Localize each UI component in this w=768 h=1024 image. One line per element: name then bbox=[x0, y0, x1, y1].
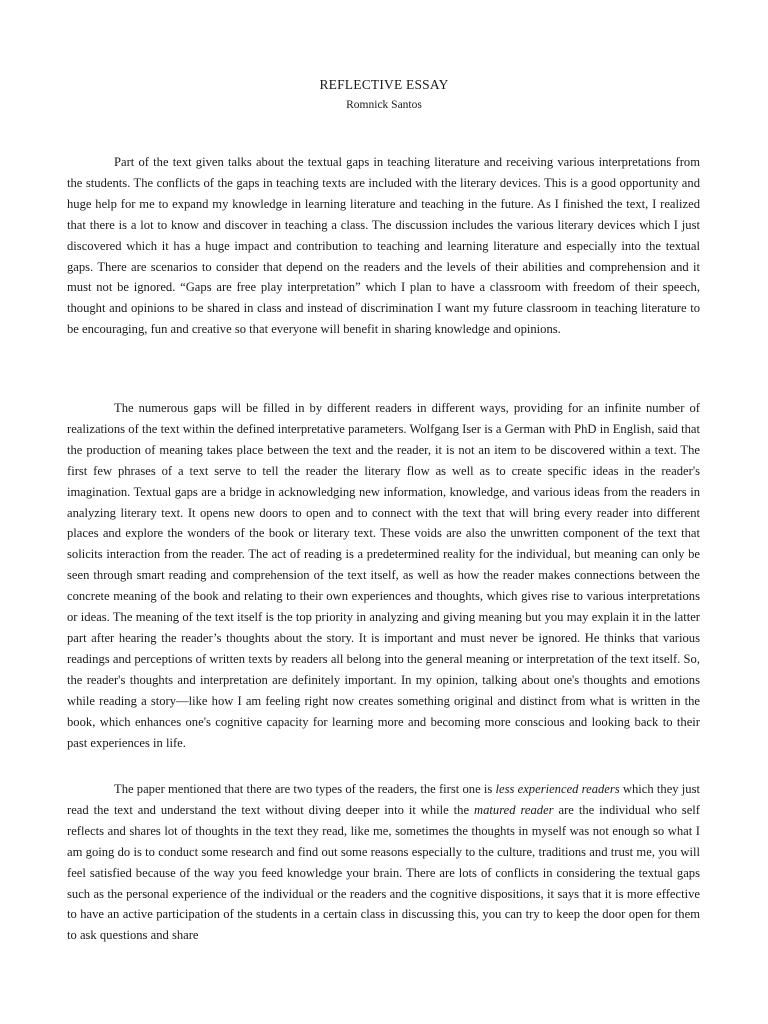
paragraph-3-text-3: are the individual who self reflects and shares lot of thoughts in the text they read, like me, sometimes the thoughts in myself was not enough so what I am going do is to conduct some research and find out some reasons especially to the culture, traditions and trust me, you will feel satisfied because of the way you feed knowledge your brain. There are lots of conflicts in considering the textual gaps such as the personal experience of the individual or the readers and the cognitive dispositions, it says that it is more effective to have an active participation of the students in a certain class in discussing this, you can try to keep the door open for them to ask questions and share bbox=[67, 802, 700, 943]
emphasis-less-experienced-readers: less experienced readers bbox=[495, 782, 620, 796]
paragraph-3-text-2: which they just read the text and understand the text without diving deeper into it while the bbox=[67, 782, 700, 817]
paragraph-1: Part of the text given talks about the textual gaps in teaching literature and receiving various interpretations from the students. The conflicts of the gaps in teaching texts are included with the literary devices. This is a good opportunity and huge help for me to expand my knowledge in learning literature and teaching in the future. As I finished the text, I realized that there is a lot to know and discover in teaching a class. The discussion includes the various literary devices which I just discovered which it has a huge impact and contribution to teaching and learning literature and especially into the textual gaps. There are scenarios to consider that depend on the readers and the levels of their abilities and comprehension and it must not be ignored. “Gaps are free play interpretation” which I plan to have a classroom with freedom of their speech, thought and opinions to be shared in class and instead of discrimination I want my future classroom in teaching literature to be encouraging, fun and creative so that everyone will benefit in sharing knowledge and opinions. bbox=[67, 155, 700, 337]
paragraph-3-text-1: The paper mentioned that there are two types of the readers, the first one is bbox=[114, 782, 496, 796]
emphasis-matured-reader: matured reader bbox=[474, 802, 554, 817]
essay-title: REFLECTIVE ESSAY bbox=[319, 77, 449, 92]
paragraph-3 bbox=[67, 779, 700, 946]
author-name: Romnick Santos bbox=[346, 99, 422, 111]
paragraph-2: The numerous gaps will be filled in by different readers in different ways, providing for an infinite number of realizations of the text within the defined interpretative parameters. Wolfgang Iser is a German with PhD in English, said that the production of meaning takes place between the text and the reader, it is not an item to be discovered within a text. The first few phrases of a text serve to tell the reader the literary flow as well as to create specific ideas in the reader's imagination. Textual gaps are a bridge in acknowledging new information, knowledge, and various ideas from the readers in analyzing literary text. It opens new doors to open and to connect with the text that will bring every reader into different places and explore the wonders of the book or literary text. These voids are also the unwritten component of the text that solicits interaction from the reader. The act of reading is a predetermined reality for the individual, but meaning can only be seen through smart reading and comprehension of the text itself, as well as how the reader makes connections between the concrete meaning of the book and relating to their own experiences and thoughts, which gives rise to various interpretations or ideas. The meaning of the text itself is the top priority in analyzing and giving meaning but you may explain it in the latter part after hearing the reader’s thoughts about the story. It is important and must never be ignored. He thinks that various readings and perceptions of written texts by readers all belong into the general meaning or interpretation of the text itself. So, the reader's thoughts and interpretation are definitely important. In my opinion, talking about one's thoughts and emotions while reading a story—like how I am feeling right now creates something original and distinct from what is written in the book, which enhances one's cognitive capacity for learning more and becoming more conscious and looking back to their past experiences in life. bbox=[67, 401, 700, 750]
